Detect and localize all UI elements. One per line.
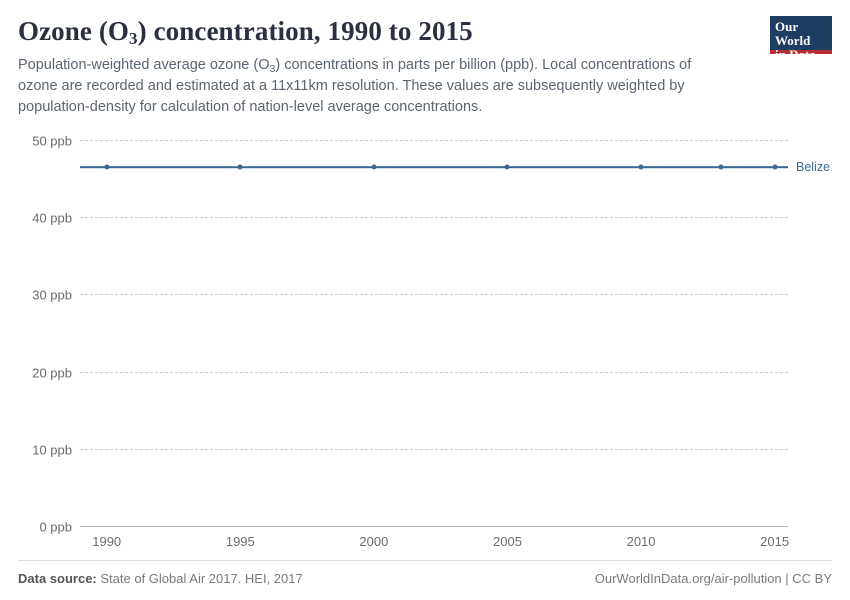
series-data-point[interactable] [639, 165, 644, 170]
page-title-subscript: 3 [129, 29, 138, 48]
chart-header [18, 16, 832, 118]
y-gridline [32, 287, 788, 303]
y-axis-tick-label: 50 ppb [32, 133, 72, 149]
x-axis-tick-label: 2000 [359, 534, 389, 550]
y-gridline [32, 365, 788, 381]
logo-line-2: in Data [775, 47, 816, 62]
y-gridline [39, 519, 788, 535]
chart-plot-area [18, 132, 832, 562]
y-axis-tick-label: 10 ppb [32, 442, 72, 458]
chart-subtitle-part1: Population-weighted average ozone (O [18, 57, 270, 73]
series-data-point[interactable] [719, 165, 724, 170]
series-data-point[interactable] [238, 165, 243, 170]
page-title-rest: ) concentration, 1990 to 2015 [137, 16, 473, 46]
y-gridline [32, 442, 788, 458]
our-world-in-data-logo[interactable] [770, 16, 832, 62]
y-axis-tick-label: 40 ppb [32, 210, 72, 226]
chart-subtitle-subscript: 3 [269, 63, 276, 75]
series-label-belize[interactable]: Belize [796, 160, 831, 175]
x-axis-tick-label: 1990 [92, 534, 122, 550]
series-data-point[interactable] [104, 165, 109, 170]
series-data-point[interactable] [772, 165, 777, 170]
x-axis-tick-label: 1995 [225, 534, 255, 550]
page-title-main: Ozone (O [18, 16, 130, 46]
logo-line-1: Our World [775, 19, 811, 48]
x-axis [80, 526, 788, 556]
series-data-point[interactable] [505, 165, 510, 170]
x-axis-tick-label: 2015 [760, 534, 790, 550]
chart-canvas[interactable] [32, 133, 831, 550]
y-gridline [32, 210, 788, 226]
attribution-link[interactable]: OurWorldInData.org/air-pollution | CC BY [594, 571, 832, 586]
y-axis-tick-label: 30 ppb [32, 287, 72, 303]
y-axis-tick-label: 20 ppb [32, 365, 72, 381]
y-axis-tick-label: 0 ppb [39, 519, 72, 535]
series-line-belize[interactable] [80, 166, 788, 168]
chart-subtitle-part2: ) concentrations in parts per billion (ppb). Local concentrations of ozone are recorded and estimated at a 11x11km resolution. These values are subsequently weighted by population-density for calculation of nation-level average concentrations. [18, 57, 692, 116]
data-source-label: Data source: [18, 571, 97, 586]
page-title [18, 16, 832, 47]
chart-footer [18, 560, 832, 586]
x-axis-tick-label: 2005 [493, 534, 522, 550]
x-axis-tick-label: 2010 [626, 534, 656, 550]
y-gridline [32, 133, 788, 149]
chart-subtitle [18, 55, 718, 118]
data-source-text: State of Global Air 2017. HEI, 2017 [100, 571, 303, 586]
data-source [18, 571, 303, 586]
series-data-point[interactable] [371, 165, 376, 170]
